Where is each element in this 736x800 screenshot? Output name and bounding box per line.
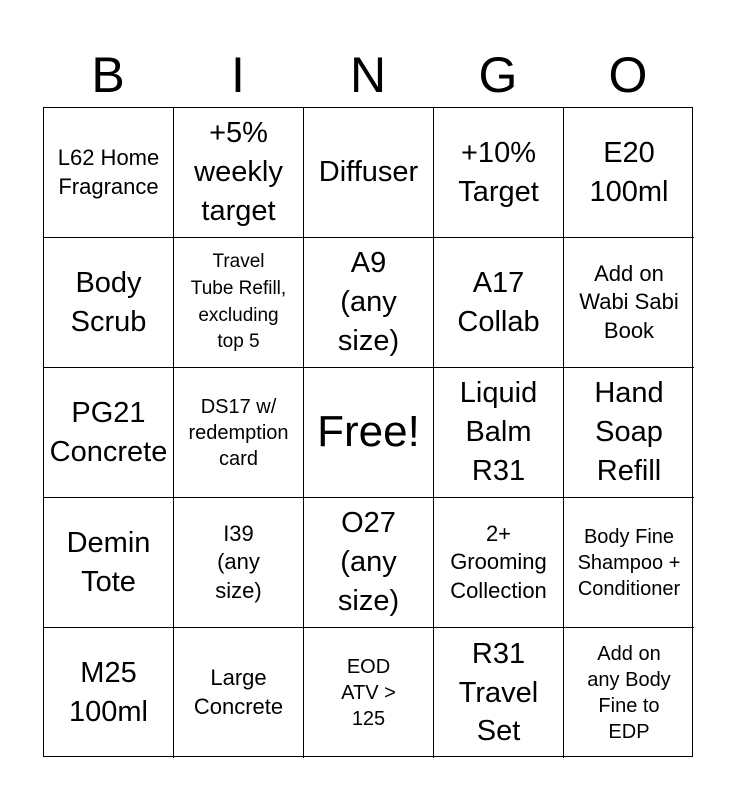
header-letter-n: N bbox=[349, 47, 387, 103]
bingo-cell[interactable]: Body Scrub bbox=[44, 238, 174, 368]
bingo-cell[interactable]: L62 Home Fragrance bbox=[44, 108, 174, 238]
bingo-cell[interactable]: +10% Target bbox=[434, 108, 564, 238]
bingo-cell[interactable]: A17 Collab bbox=[434, 238, 564, 368]
bingo-cell[interactable]: A9 (any size) bbox=[304, 238, 434, 368]
bingo-cell[interactable]: Add on any Body Fine to EDP bbox=[587, 643, 671, 743]
bingo-cell[interactable]: Body Fine Shampoo + Conditioner bbox=[564, 498, 694, 628]
bingo-cell[interactable]: E20 100ml bbox=[564, 108, 694, 238]
header-letter-i: I bbox=[231, 47, 245, 103]
bingo-cell[interactable]: R31 Travel Set bbox=[434, 628, 564, 758]
bingo-cell[interactable]: Liquid Balm R31 bbox=[434, 368, 564, 498]
header-letter-g: G bbox=[478, 47, 518, 103]
bingo-cell[interactable]: 2+ Grooming Collection bbox=[434, 498, 564, 628]
bingo-cell[interactable]: Demin Tote bbox=[44, 498, 174, 628]
bingo-cell[interactable]: I39 (any size) bbox=[174, 498, 304, 628]
bingo-cell[interactable]: Hand Soap Refill bbox=[564, 368, 694, 498]
bingo-header bbox=[43, 42, 693, 108]
bingo-cell[interactable]: Diffuser bbox=[304, 108, 434, 238]
bingo-cell[interactable]: DS17 w/ redemption card bbox=[174, 368, 304, 498]
bingo-cell[interactable]: +5% weekly target bbox=[174, 108, 304, 238]
bingo-cell[interactable]: PG21 Concrete bbox=[44, 368, 174, 498]
header-letter-o: O bbox=[608, 47, 648, 103]
bingo-cell[interactable]: Large Concrete bbox=[174, 628, 304, 758]
bingo-cell[interactable]: Add on Wabi Sabi Book bbox=[564, 238, 694, 368]
header-letter-b: B bbox=[91, 47, 125, 103]
bingo-cell[interactable]: O27 (any size) bbox=[304, 498, 434, 628]
bingo-cell[interactable]: Travel Tube Refill, excluding top 5 bbox=[174, 238, 304, 368]
bingo-board bbox=[43, 107, 693, 757]
free-space-cell[interactable]: Free! bbox=[304, 368, 434, 498]
bingo-cell[interactable]: EOD ATV > 125 bbox=[304, 628, 434, 758]
bingo-cell[interactable]: M25 100ml bbox=[44, 628, 174, 758]
